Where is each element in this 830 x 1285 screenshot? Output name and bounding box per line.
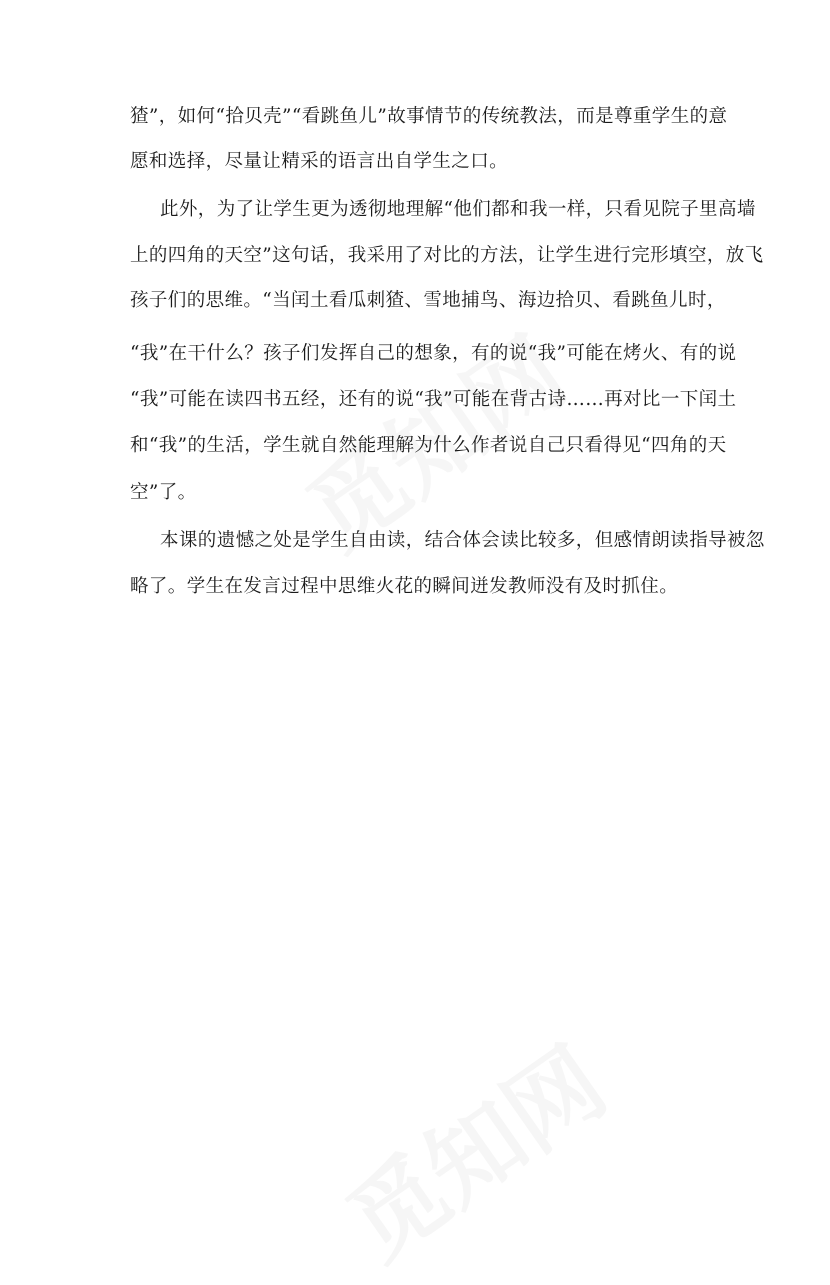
text-line: “我”在干什么？孩子们发挥自己的想象，有的说“我”可能在烤火、有的说: [130, 343, 737, 364]
text-line: “我”可能在读四书五经，还有的说“我”可能在背古诗……再对比一下闰土: [130, 389, 737, 410]
text-line: 和“我”的生活，学生就自然能理解为什么作者说自己只看得见“四角的天: [130, 435, 727, 456]
text-line: 本课的遗憾之处是学生自由读，结合体会读比较多，但感情朗读指导被忽: [160, 530, 765, 551]
text-line: 愿和选择，尽量让精采的语言出自学生之口。: [130, 151, 509, 172]
text-line: 孩子们的思维。“当闰土看瓜刺猹、雪地捕鸟、海边拾贝、看跳鱼儿时，: [130, 290, 726, 311]
text-line: 此外，为了让学生更为透彻地理解“他们都和我一样，只看见院子里高墙: [160, 199, 756, 220]
text-line: 上的四角的天空”这句话，我采用了对比的方法，让学生进行完形填空，放飞: [130, 245, 764, 266]
text-line: 猹”，如何“拾贝壳”“看跳鱼儿”故事情节的传统教法，而是尊重学生的意: [130, 106, 728, 127]
text-line: 略了。学生在发言过程中思维火花的瞬间迸发教师没有及时抓住。: [130, 576, 679, 597]
text-line: 空”了。: [130, 482, 197, 503]
watermark: [317, 1011, 628, 1285]
